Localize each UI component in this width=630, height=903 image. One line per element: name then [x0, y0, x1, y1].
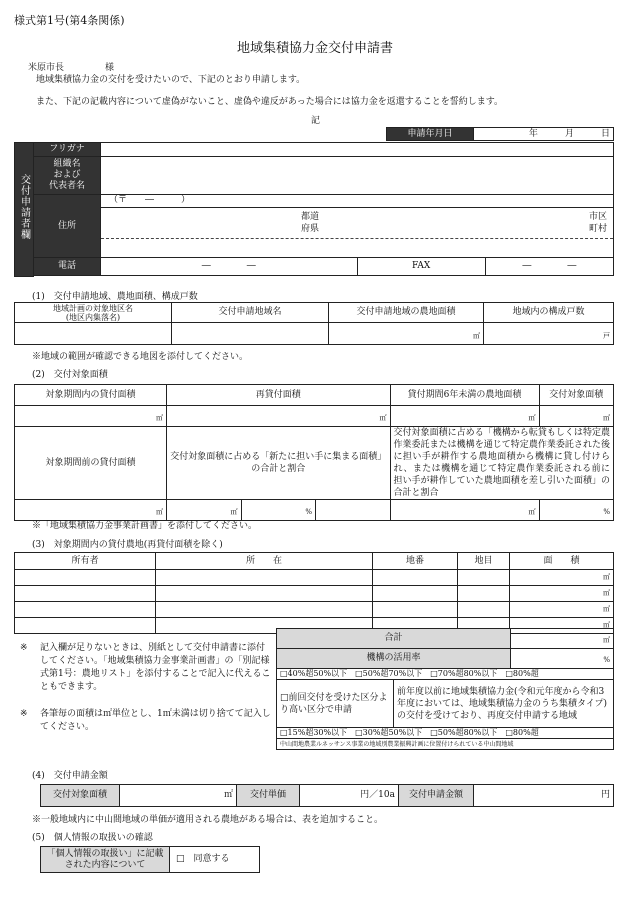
grant-amount-field[interactable]: 円 [474, 785, 614, 807]
short-lease-area-header: 貸付期間6年未満の農地面積 [390, 385, 539, 406]
target-area-header: 交付対象面積 [539, 385, 614, 406]
day-label: 日 [600, 128, 610, 139]
farmland-area-field[interactable]: ㎡ [329, 323, 484, 345]
lot-cell[interactable] [373, 586, 458, 602]
ki-label: 記 [311, 116, 321, 126]
households-header: 地域内の構成戸数 [484, 303, 614, 323]
privacy-agree-checkbox[interactable]: □ 同意する [170, 847, 260, 873]
section-1-note: ※地域の範囲が確認できる地図を添付してください。 [32, 352, 249, 362]
new-holders-area-field[interactable]: ㎡ [167, 500, 242, 521]
intro-line-1: 地域集積協力金の交付を受けたいので、下記のとおり申請します。 [36, 75, 306, 85]
region-name-header: 交付申請地域名 [172, 303, 329, 323]
area-cell[interactable]: ㎡ [510, 618, 614, 634]
org-name-label: 組織名 および 代表者名 [34, 157, 101, 195]
overflow-note: 記入欄が足りないときは、別紙として交付申請書に添付してください。「地域集積協力金事業計画書」の「別記様式第1号：農地リスト」を添付することで記入に代えることもできます。 [40, 643, 271, 692]
page-title: 地域集積協力金交付申請書 [236, 41, 393, 56]
unit-price-label: 交付単価 [237, 785, 300, 807]
area-cell[interactable]: ㎡ [510, 570, 614, 586]
relending-area-field[interactable]: ㎡ [167, 406, 391, 427]
organization-area-field[interactable]: ㎡ [390, 500, 539, 521]
total-label: 合計 [277, 629, 511, 649]
prefecture-label: 都道 府県 [301, 212, 320, 234]
category-cell[interactable] [458, 586, 510, 602]
grant-amount-label: 交付申請金額 [399, 785, 474, 807]
grant-amount-table [40, 784, 614, 807]
usage-rate-label: 機構の活用率 [277, 649, 511, 669]
unit-price-field[interactable]: 円／10a [300, 785, 399, 807]
furigana-field[interactable] [101, 143, 614, 157]
lending-area-field[interactable]: ㎡ [15, 406, 167, 427]
privacy-label: 「個人情報の取扱い」に記載された内容について [41, 847, 170, 873]
target-district-header: 地域計画の対象地区名 (地区内集落名) [15, 303, 172, 323]
total-rate-table [276, 628, 614, 750]
date-field[interactable] [474, 128, 614, 141]
area-cell[interactable]: ㎡ [510, 602, 614, 618]
total-field[interactable]: ㎡ [511, 629, 614, 649]
area-header: 面 積 [510, 553, 614, 570]
application-date-table [386, 127, 614, 141]
section-1-heading: (1) 交付申請地域、農地面積、構成戸数 [32, 292, 198, 302]
fax-label: FAX [357, 258, 485, 276]
farmland-area-header: 交付申請地域の農地面積 [329, 303, 484, 323]
fax-field[interactable]: ― ― [485, 258, 613, 276]
rate-range-options-1[interactable]: □40%超50%以下 □50%超70%以下 □70%超80%以下 □80%超 [277, 669, 614, 680]
new-holders-ratio-header: 交付対象面積に占める「新たに担い手に集まる面積」の合計と割合 [167, 427, 391, 500]
section-3-heading: (3) 対象期間内の貸付農地(再貸付面積を除く) [32, 540, 223, 550]
area-rounding-note: 各筆毎の面積は㎡単位とし、1㎡未満は切り捨てて記入してください。 [40, 709, 271, 732]
households-field[interactable]: 戸 [484, 323, 614, 345]
postal-code: （〒 ― ） [109, 195, 191, 205]
note-mark-1: ※ [20, 643, 28, 653]
pre-period-lending-field[interactable]: ㎡ [15, 500, 167, 521]
city-label: 市区 町村 [588, 212, 607, 234]
date-label: 申請年月日 [387, 128, 474, 141]
new-holders-pct-field[interactable]: % [241, 500, 316, 521]
pre-period-lending-header: 対象期間前の貸付面積 [15, 427, 167, 500]
location-cell[interactable] [156, 602, 373, 618]
location-cell[interactable] [156, 586, 373, 602]
lending-area-header: 対象期間内の貸付面積 [15, 385, 167, 406]
location-cell[interactable] [156, 570, 373, 586]
applicant-table [14, 142, 614, 277]
year-label: 年 [528, 128, 538, 139]
organization-ratio-header: 交付対象面積に占める「機構から転貸もしくは特定農作業委託または機構を通じて特定農作業委託された後に担い手が耕作する農地面積から機構に貸し付けられ、または機構を通じて特定農作業委託される前に担い手が耕作していた農地面積を差し引いた面積」の合計と割合 [390, 427, 614, 500]
target-area-table [14, 384, 614, 521]
phone-label: 電話 [34, 258, 101, 276]
honorific: 様 [105, 63, 115, 73]
intro-line-2: また、下記の記載内容について虚偽がないこと、虚偽や違反があった場合には協力金を返還することを誓約します。 [36, 97, 504, 107]
grant-area-label: 交付対象面積 [41, 785, 120, 807]
owner-cell[interactable] [15, 618, 156, 634]
section-2-heading: (2) 交付対象面積 [32, 370, 108, 380]
owner-header: 所有者 [15, 553, 156, 570]
category-cell[interactable] [458, 570, 510, 586]
target-area-field[interactable]: ㎡ [539, 406, 614, 427]
phone-field[interactable]: ― ― [101, 258, 358, 276]
applicant-side-label: 交付申請者欄 [15, 143, 34, 277]
owner-cell[interactable] [15, 570, 156, 586]
relending-area-header: 再貸付面積 [167, 385, 391, 406]
note-mark-2: ※ [20, 709, 28, 719]
previous-grant-description: 前年度以前に地域集積協力金(令和元年度から令和3年度においては、地域集積協力金のうち集積タイプ)の交付を受けており、再度交付申請する地域 [394, 680, 614, 728]
rate-range-options-2[interactable]: □15%超30%以下 □30%超50%以下 □50%超80%以下 □80%超 [277, 728, 614, 739]
privacy-table [40, 846, 260, 873]
addressee: 米原市長 [28, 63, 65, 73]
higher-category-checkbox[interactable]: □前回交付を受けた区分より高い区分で申請 [277, 680, 394, 728]
location-header: 所 在 [156, 553, 373, 570]
lot-cell[interactable] [373, 570, 458, 586]
organization-pct-field[interactable]: % [539, 500, 614, 521]
section-5-heading: (5) 個人情報の取扱いの確認 [32, 833, 153, 843]
target-district-field[interactable] [15, 323, 172, 345]
form-number: 様式第1号(第4条関係) [14, 14, 125, 27]
owner-cell[interactable] [15, 602, 156, 618]
lot-cell[interactable] [373, 602, 458, 618]
furigana-label: フリガナ [34, 143, 101, 157]
farmland-list-table [14, 552, 614, 634]
section-2-note: ※「地域集積協力金事業計画書」を添付してください。 [32, 521, 258, 531]
month-label: 月 [564, 128, 574, 139]
address-label: 住所 [34, 195, 101, 258]
org-name-field[interactable] [101, 157, 614, 195]
lot-number-header: 地番 [373, 553, 458, 570]
section-4-note: ※一般地域内に中山間地域の単価が適用される農地がある場合は、表を追加すること。 [32, 815, 384, 825]
usage-rate-field[interactable]: % [511, 649, 614, 669]
address-field[interactable] [101, 195, 614, 258]
area-cell[interactable]: ㎡ [510, 586, 614, 602]
short-lease-area-field[interactable]: ㎡ [390, 406, 539, 427]
land-category-header: 地目 [458, 553, 510, 570]
hilly-area-note: 中山間地農業ルネッサンス事業の地域別農業振興計画に位置付けられている中山間地域 [277, 739, 614, 750]
owner-cell[interactable] [15, 586, 156, 602]
grant-area-field[interactable]: ㎡ [120, 785, 237, 807]
section-4-heading: (4) 交付申請金額 [32, 771, 108, 781]
category-cell[interactable] [458, 602, 510, 618]
region-table [14, 302, 614, 345]
region-name-field[interactable] [172, 323, 329, 345]
